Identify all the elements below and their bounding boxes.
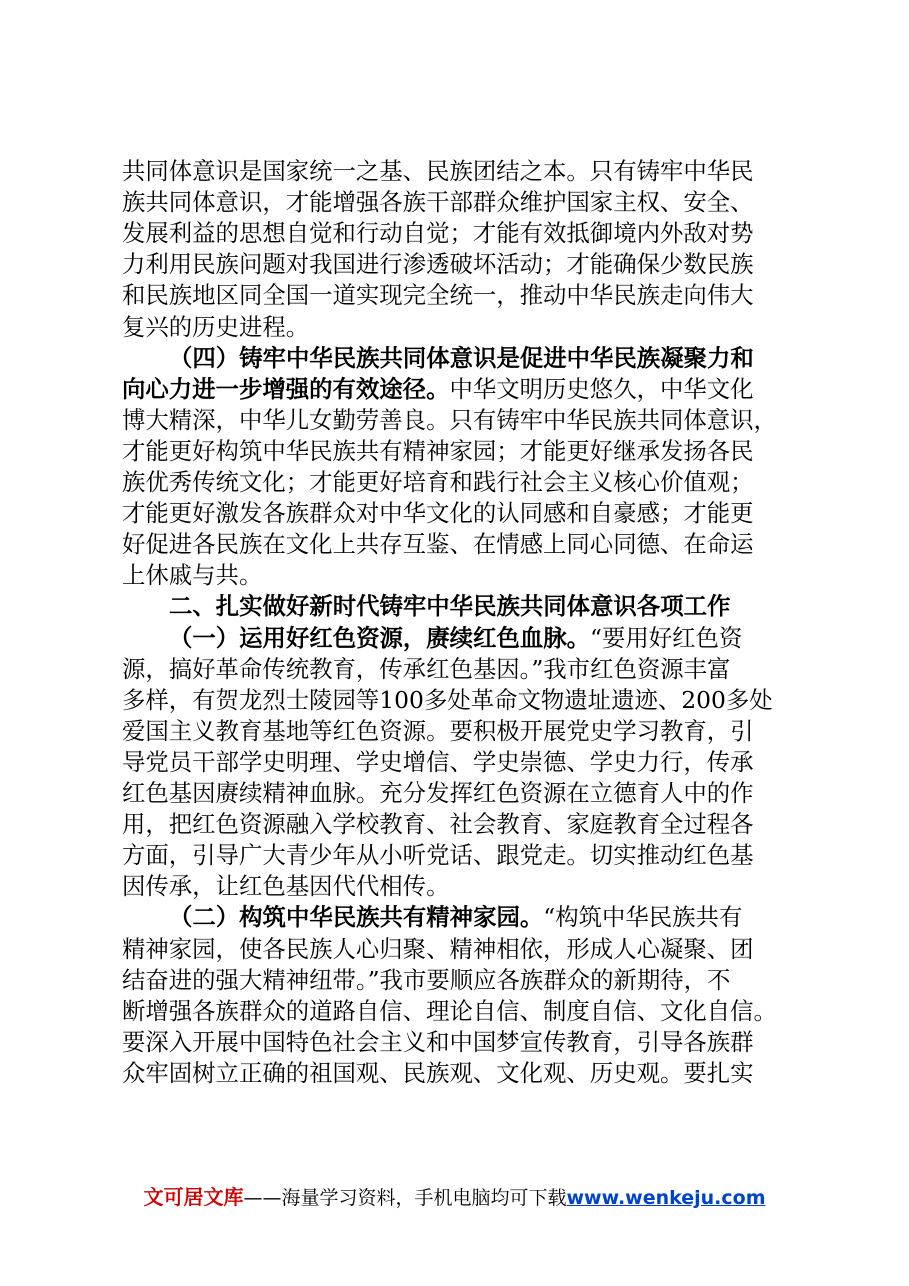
line-text: 才能更好激发各族群众对中华文化的认同感和自豪感；才能更 bbox=[122, 499, 754, 528]
text-line bbox=[122, 871, 449, 901]
footer-banner bbox=[0, 1182, 909, 1212]
line-text: 断增强各族群众的道路自信、理论自信、制度自信、文化自信。 bbox=[122, 996, 777, 1025]
line-text: 方面，引导广大青少年从小听党话、跟党走。切实推动红色基 bbox=[122, 841, 754, 870]
text-line bbox=[169, 343, 754, 373]
line-tail: “构筑中华民族共有 bbox=[543, 903, 743, 932]
line-text: 族共同体意识，才能增强各族干部群众维护国家主权、安全、 bbox=[122, 188, 754, 217]
line-text: 结奋进的强大精神纽带。”我市要顺应各族群众的新期待，不 bbox=[122, 965, 731, 994]
footer-brand: 文可居文库 bbox=[143, 1185, 244, 1209]
text-line bbox=[122, 840, 754, 870]
text-line bbox=[122, 934, 754, 964]
footer-dash: —— bbox=[243, 1187, 282, 1209]
line-text: 族优秀传统文化；才能更好培育和践行社会主义核心价值观； bbox=[122, 468, 754, 496]
text-line bbox=[122, 685, 773, 715]
text-line bbox=[122, 560, 262, 590]
text-line bbox=[122, 312, 309, 342]
line-text: 和民族地区同全国一道实现完全统一，推动中华民族走向伟大 bbox=[122, 281, 754, 310]
text-line bbox=[122, 747, 754, 777]
line-text: 红色基因赓续精神血脉。充分发挥红色资源在立德育人中的作 bbox=[122, 779, 754, 807]
text-line bbox=[122, 716, 754, 746]
footer-site-link[interactable]: www.wenkeju.com bbox=[566, 1187, 766, 1209]
text-line bbox=[122, 996, 777, 1026]
line-text: 要深入开展中国特色社会主义和中国梦宣传教育，引导各族群 bbox=[122, 1027, 754, 1056]
line-text: 源，搞好革命传统教育，传承红色基因。”我市红色资源丰富 bbox=[122, 654, 731, 683]
line-text: 爱国主义教育基地等红色资源。要积极开展党史学习教育，引 bbox=[122, 716, 754, 745]
text-line bbox=[122, 156, 754, 186]
text-line bbox=[122, 529, 754, 559]
bold-lead: 二、扎实做好新时代铸牢中华民族共同体意识各项工作 bbox=[169, 592, 731, 621]
text-line bbox=[122, 498, 754, 528]
text-line bbox=[122, 187, 754, 217]
text-line bbox=[122, 467, 754, 497]
text-line bbox=[122, 1027, 754, 1057]
line-text: 博大精深，中华儿女勤劳善良。只有铸牢中华民族共同体意识， bbox=[122, 405, 777, 434]
line-text: 共同体意识是国家统一之基、民族团结之本。只有铸牢中华民 bbox=[122, 157, 754, 185]
text-line bbox=[122, 436, 754, 466]
bold-lead: （四）铸牢中华民族共同体意识是促进中华民族凝聚力和 bbox=[169, 343, 754, 372]
line-text: 用，把红色资源融入学校教育、社会教育、家庭教育全过程各 bbox=[122, 810, 754, 839]
line-text: 才能更好构筑中华民族共有精神家园；才能更好继承发扬各民 bbox=[122, 436, 754, 465]
text-line bbox=[122, 249, 754, 279]
line-text: 多样，有贺龙烈士陵园等100多处革命文物遗址遗迹、200多处 bbox=[122, 685, 773, 714]
line-text: 精神家园，使各民族人心归聚、精神相依，形成人心凝聚、团 bbox=[122, 934, 754, 963]
section-heading bbox=[169, 591, 730, 621]
text-line bbox=[122, 965, 730, 995]
line-text: 好促进各民族在文化上共存互鉴、在情感上同心同德、在命运 bbox=[122, 530, 754, 559]
line-tail: “要用好红色资 bbox=[590, 623, 743, 652]
line-text: 力利用民族问题对我国进行渗透破坏活动；才能确保少数民族 bbox=[122, 250, 754, 279]
line-text: 因传承，让红色基因代代相传。 bbox=[122, 872, 450, 901]
text-line bbox=[122, 374, 754, 404]
bold-lead: （二）构筑中华民族共有精神家园。 bbox=[169, 903, 544, 932]
text-line bbox=[122, 218, 754, 248]
text-line bbox=[122, 809, 754, 839]
text-line bbox=[122, 778, 754, 808]
text-line bbox=[122, 654, 730, 684]
text-line bbox=[169, 623, 742, 653]
bold-lead: 向心力进一步增强的有效途径。 bbox=[122, 374, 450, 403]
text-line bbox=[169, 902, 742, 932]
line-text: 众牢固树立正确的祖国观、民族观、文化观、历史观。要扎实 bbox=[122, 1058, 754, 1087]
line-text: 导党员干部学史明理、学史增信、学史崇德、学史力行，传承 bbox=[122, 747, 754, 776]
line-text: 上休戚与共。 bbox=[122, 561, 263, 590]
text-line bbox=[122, 280, 754, 310]
text-line bbox=[122, 405, 777, 435]
line-text: 发展利益的思想自觉和行动自觉；才能有效抵御境内外敌对势 bbox=[122, 219, 754, 248]
line-tail: 中华文明历史悠久，中华文化 bbox=[449, 374, 754, 403]
bold-lead: （一）运用好红色资源，赓续红色血脉。 bbox=[169, 623, 591, 652]
line-text: 复兴的历史进程。 bbox=[122, 312, 310, 341]
text-line bbox=[122, 1058, 754, 1088]
footer-tagline: 海量学习资料，手机电脑均可下载 bbox=[281, 1187, 567, 1209]
